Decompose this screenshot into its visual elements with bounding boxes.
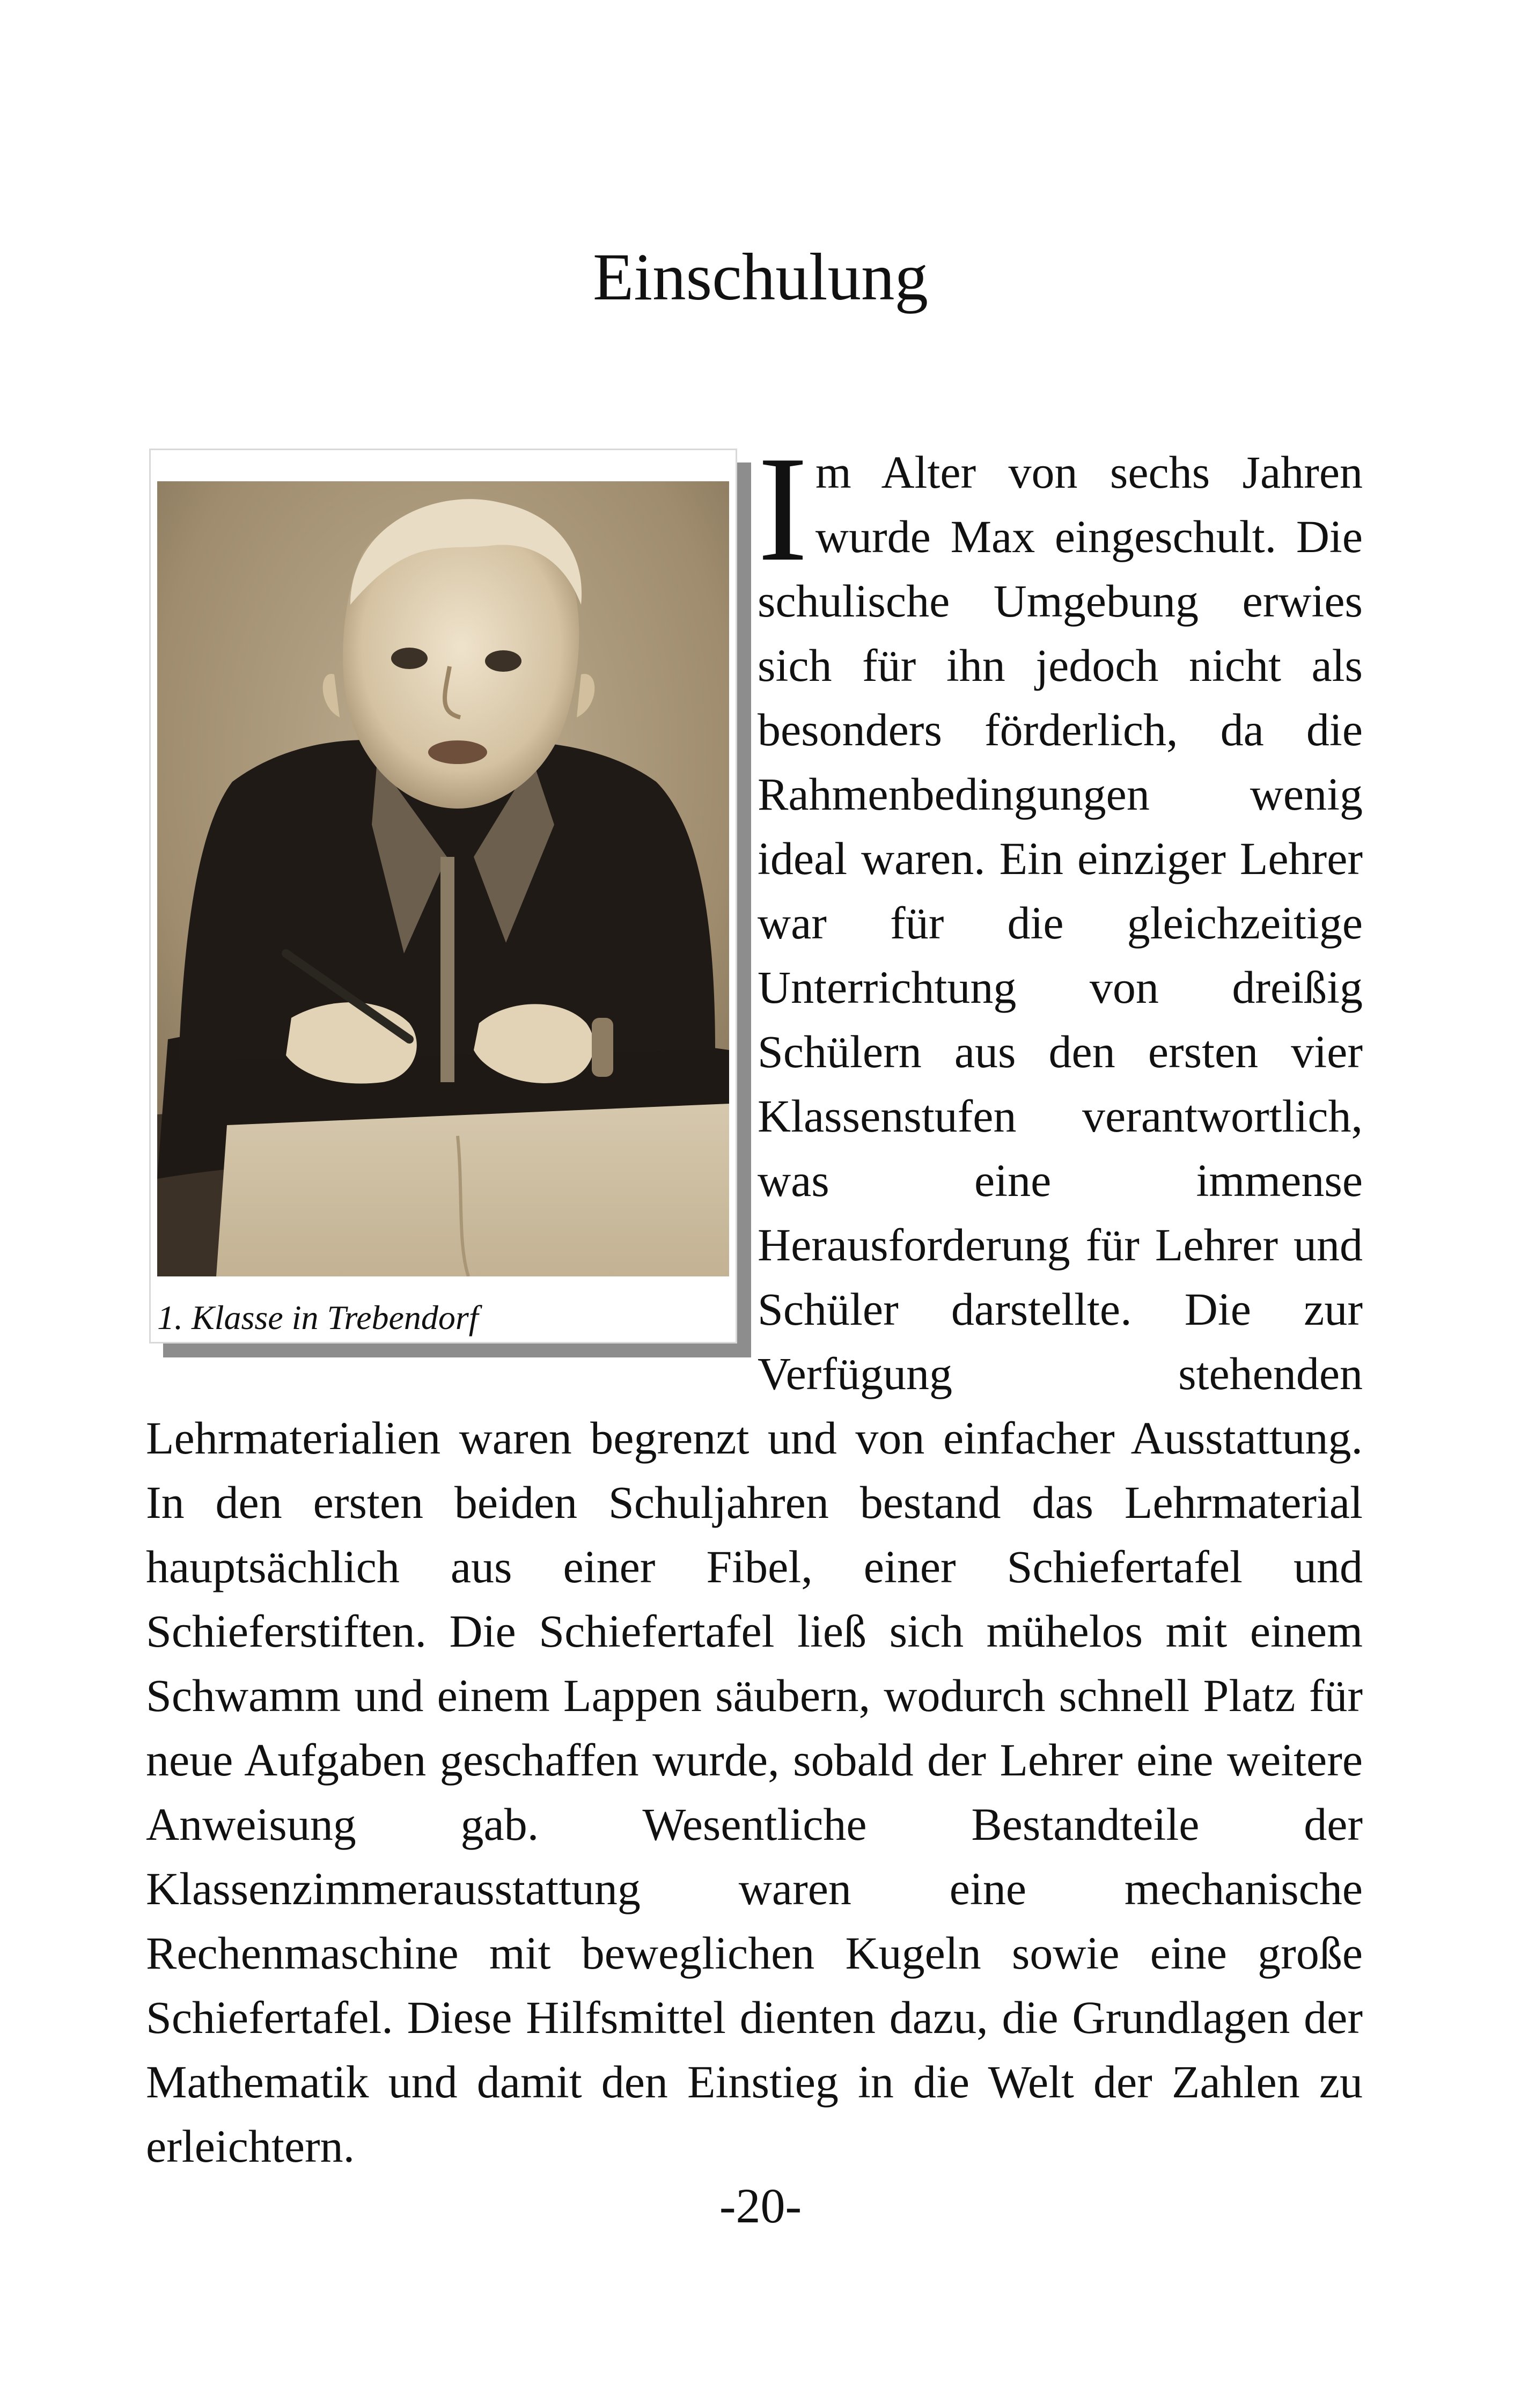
drop-cap: I	[758, 425, 808, 592]
page-number: -20-	[719, 2178, 802, 2233]
photo-frame	[149, 449, 737, 1344]
paragraph-text: m Alter von sechs Jahren wurde Max eingeschult. Die schulische Umgebung erwies sich für ihn jedoch nicht als besonders förderlich, da die Rahmenbedingungen wenig ideal waren. Ein einziger Lehrer war für die gleichzeitige Unterrichtung von dreißig Schülern aus den ersten vier Klassenstufen verantwortlich, was eine immense Herausforderung für Lehrer und Schüler darstellte. Die zur Verfügung stehenden Lehrmaterialien waren begrenzt und von einfacher Ausstattung. In den ersten beiden Schuljahren bestand das Lehrmaterial hauptsächlich aus einer Fibel, einer Schiefertafel und Schieferstiften. Die Schiefertafel ließ sich mühelos mit einem Schwamm und einem Lappen säubern, wodurch schnell Platz für neue Aufgaben geschaffen wurde, sobald der Lehrer eine weitere Anweisung gab. Wesentliche Bestandteile der Klassenzimmerausstattung waren eine mechanische Rechenmaschine mit beweglichen Kugeln sowie eine große Schiefertafel. Diese Hilfsmittel dienten dazu, die Grundlagen der Mathematik und damit den Einstieg in die Welt der Zahlen zu erleichtern.	[146, 446, 1363, 2172]
page-title: Einschulung	[593, 240, 928, 314]
school-photo	[157, 481, 729, 1276]
photo-figure	[146, 440, 736, 1344]
photo-caption: 1. Klasse in Trebendorf	[157, 1298, 479, 1337]
boy-portrait-image	[157, 481, 729, 1276]
article-body	[146, 425, 1363, 2178]
